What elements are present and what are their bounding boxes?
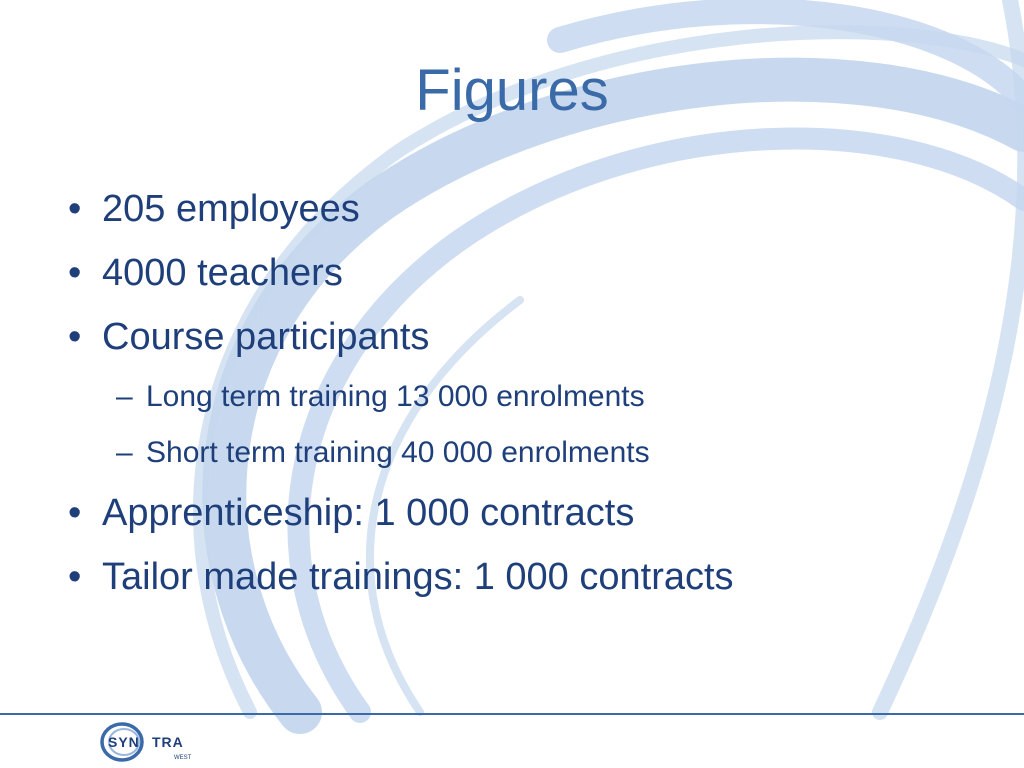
logo-text-right: TRA: [152, 734, 184, 750]
sub-bullet-text: Long term training 13 000 enrolments: [146, 380, 645, 413]
logo-region: WEST: [174, 755, 192, 761]
sub-bullet-item: [62, 382, 1002, 412]
bullet-marker: •: [68, 556, 82, 598]
sub-bullet-item: [62, 438, 1002, 468]
bullet-text: 4000 teachers: [102, 252, 343, 294]
bullet-text: Tailor made trainings: 1 000 contracts: [102, 556, 734, 598]
sub-bullet-marker: –: [116, 436, 133, 469]
sub-bullet-marker: –: [116, 380, 133, 413]
syntra-west-logo: [100, 721, 200, 765]
bullet-item: [62, 254, 1002, 292]
slide-title: Figures: [415, 58, 609, 123]
sub-bullet-text: Short term training 40 000 enrolments: [146, 436, 650, 469]
bullet-item: [62, 494, 1002, 532]
bullet-marker: •: [68, 492, 82, 534]
bullet-list: [62, 190, 1002, 622]
bullet-text: 205 employees: [102, 188, 360, 230]
bullet-text: Course participants: [102, 316, 430, 358]
footer-divider: [0, 713, 1024, 715]
bullet-marker: •: [68, 252, 82, 294]
bullet-text: Apprenticeship: 1 000 contracts: [102, 492, 635, 534]
bullet-item: [62, 190, 1002, 228]
logo-text-left: SYN: [108, 734, 140, 750]
bullet-marker: •: [68, 188, 82, 230]
bullet-item: [62, 558, 1002, 596]
bullet-item: [62, 318, 1002, 356]
bullet-marker: •: [68, 316, 82, 358]
